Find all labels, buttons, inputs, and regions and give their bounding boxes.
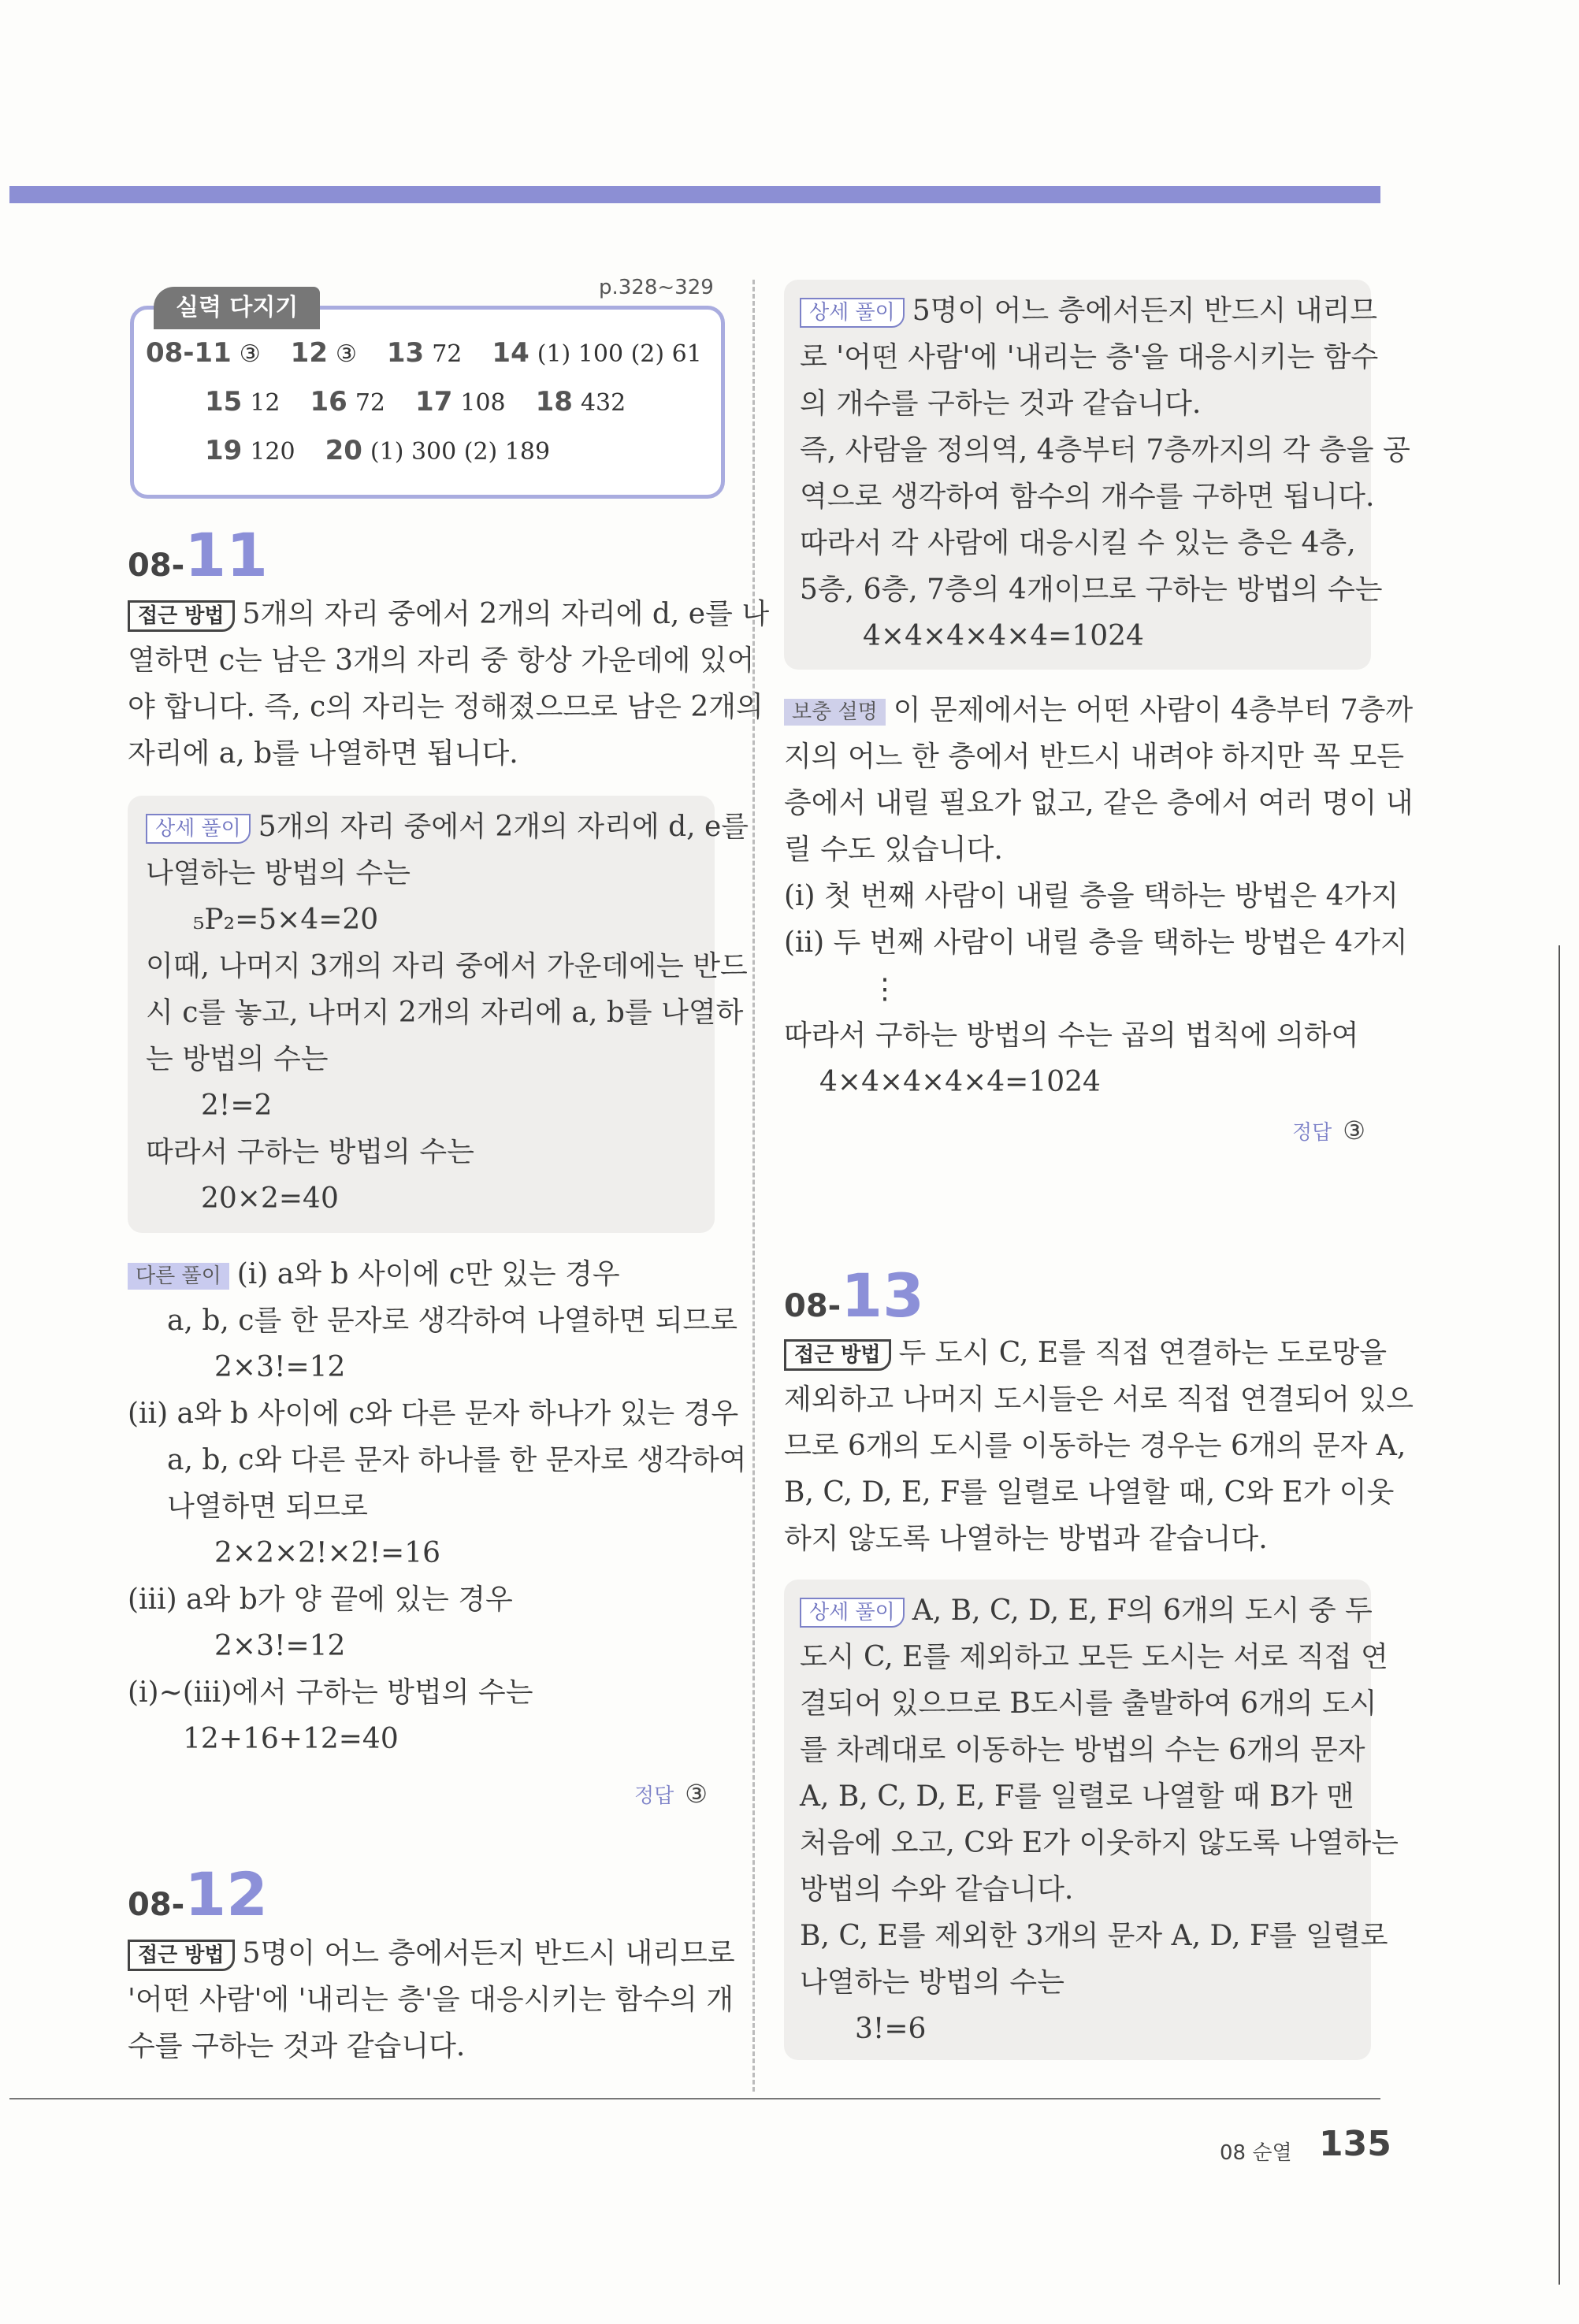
q11-detail-line: 2!=2 [201,1090,273,1122]
q13-approach-line: 므로 6개의 도시를 이동하는 경우는 6개의 문자 A, [784,1430,1406,1462]
answer-value: ③ [1343,1116,1365,1145]
question-heading [784,1260,924,1331]
approach-label-first-line [784,1330,1387,1377]
approach-label-text: 두 도시 C, E를 직접 연결하는 도로망을 [898,1337,1388,1369]
q13-detail-line: A, B, C, D, E, F를 일렬로 나열할 때 B가 맨 [800,1780,1354,1813]
header-bar [9,186,1380,203]
q11-approach-line: 열하면 c는 남은 3개의 자리 중 항상 가운데에 있어 [128,644,755,677]
chapter-title: 08 순열 [1220,2141,1292,2165]
q11-detail-line: 따라서 구하는 방법의 수는 [146,1136,474,1168]
q11-other-line: 12+16+12=40 [183,1723,399,1755]
approach-label-text: 5명이 어느 층에서든지 반드시 내리므로 [242,1937,735,1969]
q11-detail-line: 이때, 나머지 3개의 자리 중에서 가운데에는 반드 [146,950,748,982]
answer-mark [1292,1116,1365,1145]
approach-label: 접근 방법 [784,1339,891,1371]
answer-key-value: 432 [580,389,626,417]
answer-label: 정답 [634,1784,674,1808]
q11-approach-line: 야 합니다. 즉, c의 자리는 정해졌으므로 남은 2개의 [128,691,763,723]
answer-key-number: 20 [325,435,362,466]
detail-label-text: A, B, C, D, E, F의 6개의 도시 중 두 [912,1595,1373,1627]
page-edge-line [1559,945,1560,2285]
detail-label: 상세 풀이 [146,814,251,844]
answer-key-pages: p.328~329 [599,276,714,299]
q12-approach-line: '어떤 사람'에 '내리는 층'을 대응시키는 함수의 개 [128,1984,734,2016]
answer-label: 정답 [1292,1121,1332,1145]
q11-other-line: (iii) a와 b가 양 끝에 있는 경우 [128,1583,513,1616]
approach-label-text: 5개의 자리 중에서 2개의 자리에 d, e를 나 [242,598,770,630]
column-divider [752,280,755,2092]
q13-approach-line: 제외하고 나머지 도시들은 서로 직접 연결되어 있으 [784,1383,1414,1416]
answer-key-value: ③ [335,340,357,368]
answer-key-number: 16 [310,386,347,418]
other-solution-label: 다른 풀이 [128,1263,229,1290]
q11-approach-line: 자리에 a, b를 나열하면 됩니다. [128,737,518,770]
answer-key-number: 13 [386,337,425,369]
question-heading [128,520,268,590]
q11-other-line: a, b, c와 다른 문자 하나를 한 문자로 생각하여 [167,1444,747,1476]
q11-other-line: 2×2×2!×2!=16 [214,1537,441,1569]
q12-detail-line: 5층, 6층, 7층의 4개이므로 구하는 방법의 수는 [800,574,1383,606]
answer-key-number: 15 [205,386,243,418]
q13-detail-line: 를 차례대로 이동하는 방법의 수는 6개의 문자 [800,1734,1365,1766]
q13-detail-line: 처음에 오고, C와 E가 이웃하지 않도록 나열하는 [800,1827,1399,1859]
answer-value: ③ [685,1779,708,1809]
q11-detail-line: 20×2=40 [201,1182,339,1215]
question-number: 11 [184,520,269,590]
other-solution-label-first-line [128,1251,620,1298]
answer-key-number: 08-11 [146,337,232,369]
answer-mark [634,1779,708,1809]
q12-supplement-line: 층에서 내릴 필요가 없고, 같은 층에서 여러 명이 내 [784,787,1414,819]
bottom-rule [9,2098,1380,2099]
q11-other-line: (ii) a와 b 사이에 c와 다른 문자 하나가 있는 경우 [128,1398,739,1430]
q12-supplement-line: 릴 수도 있습니다. [784,833,1003,866]
detail-label-first-line [146,804,749,851]
answer-key-value: (1) 100 (2) 61 [537,340,702,368]
supplement-label-first-line [784,687,1413,734]
detail-label-text: 5명이 어느 층에서든지 반드시 내리므 [912,295,1378,327]
q11-other-line: 나열하면 되므로 [167,1491,368,1523]
q11-other-line: (i)~(iii)에서 구하는 방법의 수는 [128,1676,533,1709]
approach-label-first-line [128,591,769,638]
question-prefix: 08- [128,548,185,584]
question-heading [128,1859,268,1929]
answer-key-value: 120 [250,438,295,466]
q11-detail-line: 시 c를 놓고, 나머지 2개의 자리에 a, b를 나열하 [146,997,744,1029]
q11-other-line: a, b, c를 한 문자로 생각하여 나열하면 되므로 [167,1305,738,1337]
q13-detail-line: B, C, E를 제외한 3개의 문자 A, D, F를 일렬로 [800,1920,1388,1952]
q12-detail-line: 따라서 각 사람에 대응시킬 수 있는 층은 4층, [800,527,1356,559]
q12-supplement-line: 지의 어느 한 층에서 반드시 내려야 하지만 꼭 모든 [784,741,1405,773]
answer-key-row [205,386,626,418]
q12-supplement-line: 4×4×4×4×4=1024 [819,1066,1101,1098]
q12-supplement-line: (ii) 두 번째 사람이 내릴 층을 택하는 방법은 4가지 [784,926,1408,959]
q13-detail-line: 나열하는 방법의 수는 [800,1966,1064,1999]
q13-approach-line: 하지 않도록 나열하는 방법과 같습니다. [784,1523,1268,1555]
q13-detail-line: 방법의 수와 같습니다. [800,1873,1074,1906]
q13-detail-line: 도시 C, E를 제외하고 모든 도시는 서로 직접 연 [800,1641,1388,1673]
q12-supplement-line: 따라서 구하는 방법의 수는 곱의 법칙에 의하여 [784,1019,1359,1052]
q12-supplement-line: ⋮ [871,973,899,1005]
answer-key-row [205,435,550,466]
q11-detail-line: 는 방법의 수는 [146,1043,329,1075]
detail-label: 상세 풀이 [800,1598,905,1628]
q12-detail-line: 역으로 생각하여 함수의 개수를 구하면 됩니다. [800,481,1375,513]
answer-key-value: 72 [432,340,463,368]
answer-key-value: 12 [250,389,281,417]
answer-key-number: 18 [535,386,573,418]
approach-label: 접근 방법 [128,1940,235,1971]
answer-key-value: 108 [460,389,506,417]
question-prefix: 08- [128,1887,185,1923]
answer-key-number: 17 [415,386,453,418]
q11-other-line: 2×3!=12 [214,1351,346,1383]
page-number: 135 [1319,2124,1391,2164]
q13-approach-line: B, C, D, E, F를 일렬로 나열할 때, C와 E가 이웃 [784,1476,1395,1509]
answer-key-row [146,337,702,369]
detail-label-first-line [800,1587,1373,1635]
q11-detail-line: ₅P₂=5×4=20 [193,904,379,936]
answer-key-tab: 실력 다지기 [154,287,320,329]
q12-approach-line: 수를 구하는 것과 같습니다. [128,2030,466,2062]
detail-label: 상세 풀이 [800,298,905,328]
answer-key-value: (1) 300 (2) 189 [370,438,551,466]
q12-detail-line: 즉, 사람을 정의역, 4층부터 7층까지의 각 층을 공 [800,434,1410,466]
q12-detail-line: 로 '어떤 사람'에 '내리는 층'을 대응시키는 함수 [800,341,1379,373]
answer-key-number: 14 [492,337,529,369]
q12-detail-line: 4×4×4×4×4=1024 [863,620,1144,652]
approach-label-first-line [128,1930,735,1977]
q11-other-line: 2×3!=12 [214,1630,346,1662]
question-prefix: 08- [784,1288,842,1324]
q11-detail-line: 나열하는 방법의 수는 [146,857,411,889]
question-number: 12 [184,1859,269,1929]
answer-key-number: 19 [205,435,243,466]
q12-supplement-line: (i) 첫 번째 사람이 내릴 층을 택하는 방법은 4가지 [784,880,1399,912]
question-number: 13 [841,1260,925,1331]
detail-label-text: 5개의 자리 중에서 2개의 자리에 d, e를 [258,811,749,843]
q13-detail-line: 결되어 있으므로 B도시를 출발하여 6개의 도시 [800,1687,1377,1720]
answer-key-value: ③ [239,340,261,368]
other-solution-label-text: (i) a와 b 사이에 c만 있는 경우 [236,1258,620,1290]
detail-label-first-line [800,288,1377,335]
q12-detail-line: 의 개수를 구하는 것과 같습니다. [800,388,1202,420]
answer-key-value: 72 [355,389,386,417]
q13-detail-line: 3!=6 [855,2013,927,2045]
supplement-label-text: 이 문제에서는 어떤 사람이 4층부터 7층까 [893,694,1414,726]
approach-label: 접근 방법 [128,600,235,632]
supplement-label: 보충 설명 [784,699,886,726]
answer-key-number: 12 [290,337,328,369]
